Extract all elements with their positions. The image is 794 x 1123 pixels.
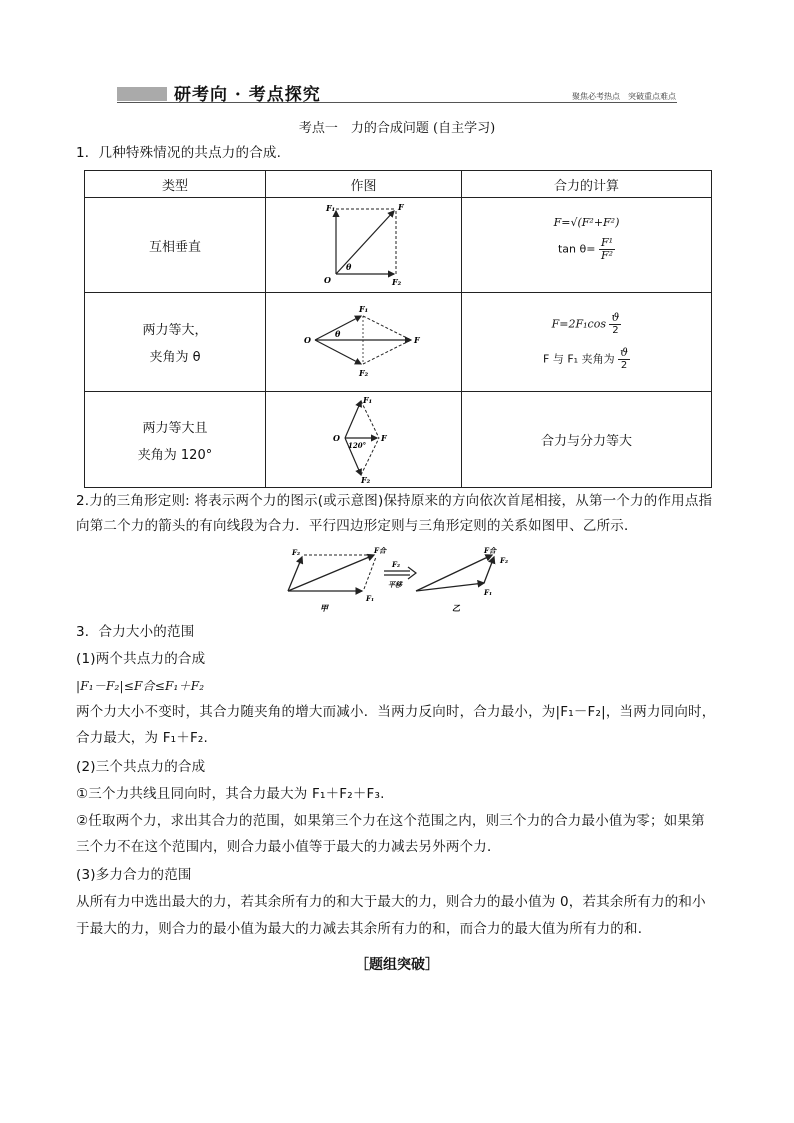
svg-text:F₁: F₁ xyxy=(362,394,372,405)
svg-text:O: O xyxy=(303,335,311,345)
svg-text:F₁: F₁ xyxy=(484,588,493,597)
svg-text:F: F xyxy=(380,432,387,443)
calc-cell: 合力与分力等大 xyxy=(462,392,712,488)
svg-text:甲: 甲 xyxy=(320,603,328,613)
svg-text:F₂: F₂ xyxy=(292,548,301,557)
equal-forces-diagram xyxy=(299,300,429,380)
header-decor-bar xyxy=(117,87,167,101)
type-line: 两力等大， xyxy=(142,323,208,338)
fraction-numerator: ϑ xyxy=(611,311,620,324)
svg-text:F合: F合 xyxy=(484,546,496,555)
fraction-numerator: ϑ xyxy=(620,346,628,359)
table-header-row xyxy=(85,171,712,198)
svg-text:F₁: F₁ xyxy=(325,203,335,213)
tan-prefix: tan θ= xyxy=(557,242,596,256)
type-cell: 互相垂直 xyxy=(85,198,266,293)
type-cell xyxy=(85,392,266,488)
item-3-1-text-line-2: 合力最大，为 F₁＋F₂. xyxy=(76,730,209,746)
section-title: 考点一 力的合成问题 (自主学习) xyxy=(298,121,496,136)
svg-text:F: F xyxy=(413,335,420,345)
table-header-cell: 类型 xyxy=(85,171,266,198)
item-2-line-1: 2.力的三角形定则: 将表示两个力的图示(或示意图)保持原来的方向依次首尾相接，从第一个力的作用点指 xyxy=(76,493,713,509)
svg-text:F合: F合 xyxy=(374,546,386,555)
item-3-heading: 3．合力大小的范围 xyxy=(76,624,195,640)
cos-formula xyxy=(462,312,711,337)
type-line: 两力等大且 xyxy=(142,420,208,436)
resultant-formula: F=√(F²+F²) xyxy=(553,216,620,229)
type-line: 夹角为 120° xyxy=(137,447,213,463)
table-row xyxy=(85,198,712,293)
svg-text:F₂: F₂ xyxy=(500,556,509,565)
120-degree-forces-diagram xyxy=(329,393,399,483)
item-3-3-text-line-2: 于最大的力，则合力的最小值为最大的力减去其余所有力的和，而合力的最大值为所有力的和． xyxy=(76,921,652,937)
angle-fraction xyxy=(618,347,630,372)
svg-text:θ: θ xyxy=(345,262,351,272)
item-3-2-point-a: ①三个力共线且同向时，其合力最大为 F₁＋F₂＋F₃. xyxy=(76,786,385,802)
svg-text:F: F xyxy=(397,202,404,212)
svg-text:F₂: F₂ xyxy=(392,560,401,569)
table-row xyxy=(85,392,712,488)
header-rule xyxy=(117,102,677,103)
diagram-cell xyxy=(266,392,462,488)
cos-fraction xyxy=(609,312,621,337)
svg-text:θ: θ xyxy=(334,329,340,339)
fraction-denominator: 2 xyxy=(612,325,619,336)
calc-cell xyxy=(462,198,712,293)
type-cell xyxy=(85,293,266,392)
svg-text:F₁: F₁ xyxy=(366,594,375,603)
diagram-cell xyxy=(266,293,462,392)
item-1-heading: 1．几种特殊情况的共点力的合成. xyxy=(76,145,282,161)
svg-text:O: O xyxy=(323,275,331,285)
svg-text:F₂: F₂ xyxy=(391,277,401,287)
item-3-2-point-b-line-1: ②任取两个力，求出其合力的范围，如果第三个力在这个范围之内，则三个力的合力最小值为零；如果第 xyxy=(76,813,705,829)
item-3-2-heading: (2)三个共点力的合成 xyxy=(76,759,206,775)
diagram-cell xyxy=(266,198,462,293)
fraction-numerator: F¹ xyxy=(600,236,613,249)
triangle-rule-figure xyxy=(280,543,520,615)
fraction-denominator: F² xyxy=(600,249,613,262)
svg-text:平移: 平移 xyxy=(388,580,402,589)
force-composition-table xyxy=(84,170,712,488)
tan-formula xyxy=(462,237,711,262)
calc-cell xyxy=(462,293,712,392)
cos-prefix: F=2F₁cos xyxy=(551,317,606,331)
item-3-1-formula: |F₁－F₂|≤F合≤F₁＋F₂ xyxy=(76,679,205,693)
table-header-cell: 作图 xyxy=(266,171,462,198)
item-3-2-point-b-line-2: 三个力不在这个范围内，则合力最小值等于最大的力减去另外两个力． xyxy=(76,839,501,855)
item-3-3-text-line-1: 从所有力中选出最大的力，若其余所有力的和大于最大的力，则合力的最小值为 0，若其余所有力的和小 xyxy=(76,894,706,910)
table-header-cell: 合力的计算 xyxy=(462,171,712,198)
item-3-1-text-line-1: 两个力大小不变时，其合力随夹角的增大而减小．当两力反向时，合力最小，为|F₁－F₂|，当两力同向时， xyxy=(76,704,716,720)
svg-text:F₂: F₂ xyxy=(360,474,370,483)
header-title: 研考向 · 考点探究 xyxy=(174,85,321,105)
table-row xyxy=(85,293,712,392)
svg-text:O: O xyxy=(332,432,340,443)
perpendicular-forces-diagram xyxy=(314,199,414,287)
fraction-denominator: 2 xyxy=(620,360,628,371)
header-right-text: 聚焦必考热点 突破重点难点 xyxy=(572,92,676,101)
item-2-line-2: 向第二个力的箭头的有向线段为合力．平行四边形定则与三角形定则的关系如图甲、乙所示． xyxy=(76,518,638,534)
angle-prefix: F 与 F₁ 夹角为 xyxy=(543,352,615,366)
svg-text:F₁: F₁ xyxy=(358,304,368,314)
type-line: 夹角为 θ xyxy=(149,350,201,365)
problem-group-title: ［题组突破］ xyxy=(355,957,439,973)
svg-text:120°: 120° xyxy=(347,440,366,450)
tan-fraction xyxy=(599,237,615,262)
angle-formula xyxy=(462,347,711,372)
item-3-3-heading: (3)多力合力的范围 xyxy=(76,867,192,883)
svg-text:乙: 乙 xyxy=(452,603,460,613)
svg-text:F₂: F₂ xyxy=(358,368,368,378)
item-3-1-heading: (1)两个共点力的合成 xyxy=(76,651,206,667)
